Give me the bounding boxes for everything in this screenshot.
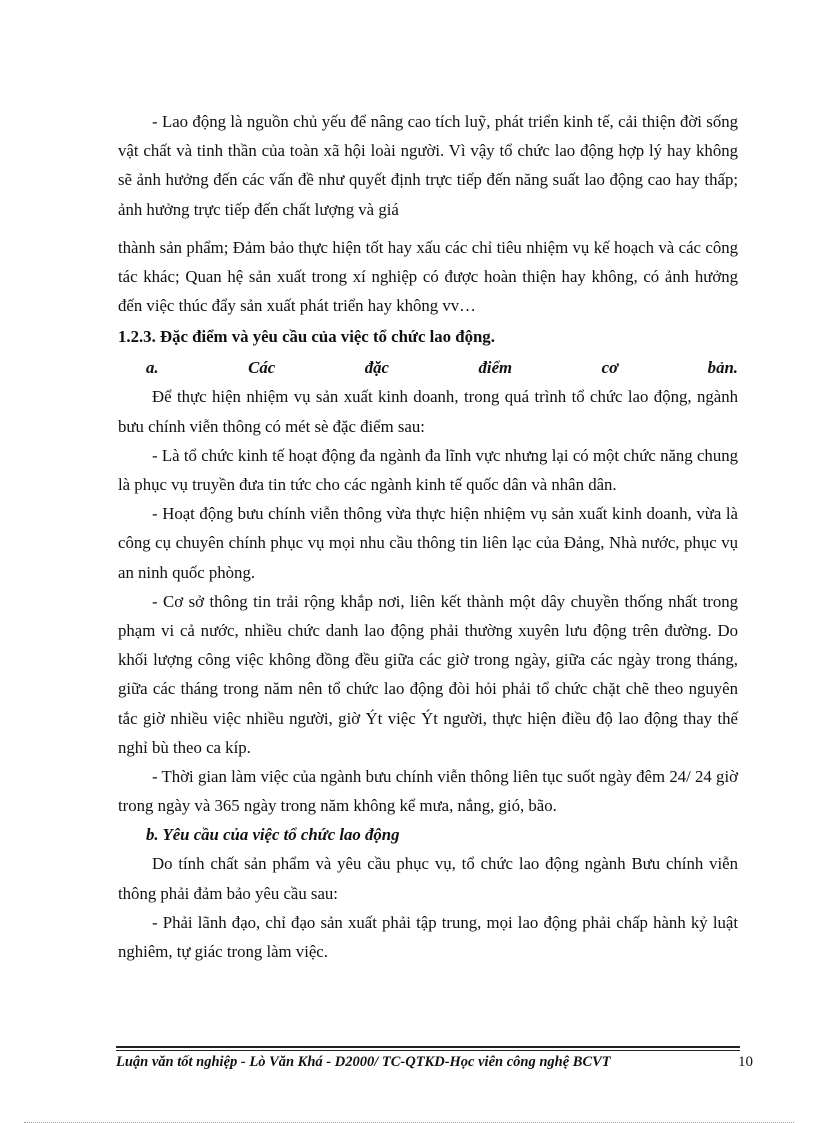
paragraph-requirements-intro: Do tính chất sản phẩm và yêu cầu phục vụ, tổ chức lao động ngành Bưu chính viễn thông phải đảm bảo yêu cầu sau: bbox=[118, 854, 738, 903]
body-text bbox=[118, 107, 738, 966]
paragraph-characteristics-intro: Để thực hiện nhiệm vụ sản xuất kinh doanh, trong quá trình tổ chức lao động, ngành bưu chính viễn thông có mét sè đặc điểm sau: bbox=[118, 387, 738, 436]
paragraph-dual-role: - Hoạt động bưu chính viễn thông vừa thực hiện nhiệm vụ sản xuất kinh doanh, vừa là công cụ chuyên chính phục vụ mọi nhu cầu thông tin liên lạc của Đảng, Nhà nước, phục vụ an ninh quốc phòng. bbox=[118, 504, 738, 582]
paragraph-labor-importance: - Lao động là nguồn chủ yếu để nâng cao tích luỹ, phát triển kinh tế, cải thiện đời sống vật chất và tinh thần của toàn xã hội loài người. Vì vậy tổ chức lao động hợp lý hay không sẽ ảnh hưởng đến các vấn đề như quyết định trực tiếp đến năng suất lao động cao hay thấp; ảnh hưởng trực tiếp đến chất lượng và giá bbox=[118, 112, 738, 219]
paragraph-working-hours: - Thời gian làm việc của ngành bưu chính viễn thông liên tục suốt ngày đêm 24/ 24 giờ trong ngày và 365 ngày trong năm không kể mưa, nắng, gió, bão. bbox=[118, 767, 738, 816]
paragraph-gap bbox=[118, 224, 738, 233]
paragraph-multi-sector: - Là tổ chức kinh tế hoạt động đa ngành đa lĩnh vực nhưng lại có một chức năng chung là phục vụ truyền đưa tin tức cho các ngành kinh tế quốc dân và nhân dân. bbox=[118, 445, 738, 495]
section-heading: 1.2.3. Đặc điểm và yêu cầu của việc tổ chức lao động. bbox=[118, 327, 495, 347]
subheading-b: b. Yêu cầu của việc tổ chức lao động bbox=[146, 825, 400, 845]
subheading-a: a. Các đặc điểm cơ bản. bbox=[146, 358, 738, 378]
paragraph-network-scope: - Cơ sở thông tin trải rộng khắp nơi, liên kết thành một dây chuyền thống nhất trong phạm vi cả nước, nhiều chức danh lao động phải thường xuyên lưu động trên đường. Do khối lượng công việc không đồng đều giữa các giờ trong ngày, giữa các ngày trong tháng, giữa các tháng trong năm nên tổ chức lao động đòi hỏi phải tổ chức chặt chẽ theo nguyên tắc giờ nhiều việc nhiều người, giờ Ýt việc Ýt người, thực hiện điều độ lao động thay thế nghỉ bù theo ca kíp. bbox=[118, 591, 738, 757]
paragraph-discipline: - Phải lãnh đạo, chỉ đạo sản xuất phải tập trung, mọi lao động phải chấp hành kỷ luật nghiêm, tự giác trong làm việc. bbox=[118, 912, 738, 962]
footer-rule-thin bbox=[116, 1050, 740, 1051]
footer-thesis-label: Luận văn tốt nghiệp - Lò Văn Khá - D2000/ TC-QTKD-Học viên công nghệ BCVT bbox=[116, 1054, 611, 1070]
page-number: 10 bbox=[738, 1054, 753, 1070]
paragraph-labor-importance-cont: thành sản phẩm; Đảm bảo thực hiện tốt hay xấu các chỉ tiêu nhiệm vụ kế hoạch và các công tác khác; Quan hệ sản xuất trong xí nghiệp có được hoàn thiện hay không, có ảnh hưởng đến việc thúc đẩy sản xuất phát triển hay không vv… bbox=[118, 237, 738, 316]
footer-rule-thick bbox=[116, 1046, 740, 1048]
